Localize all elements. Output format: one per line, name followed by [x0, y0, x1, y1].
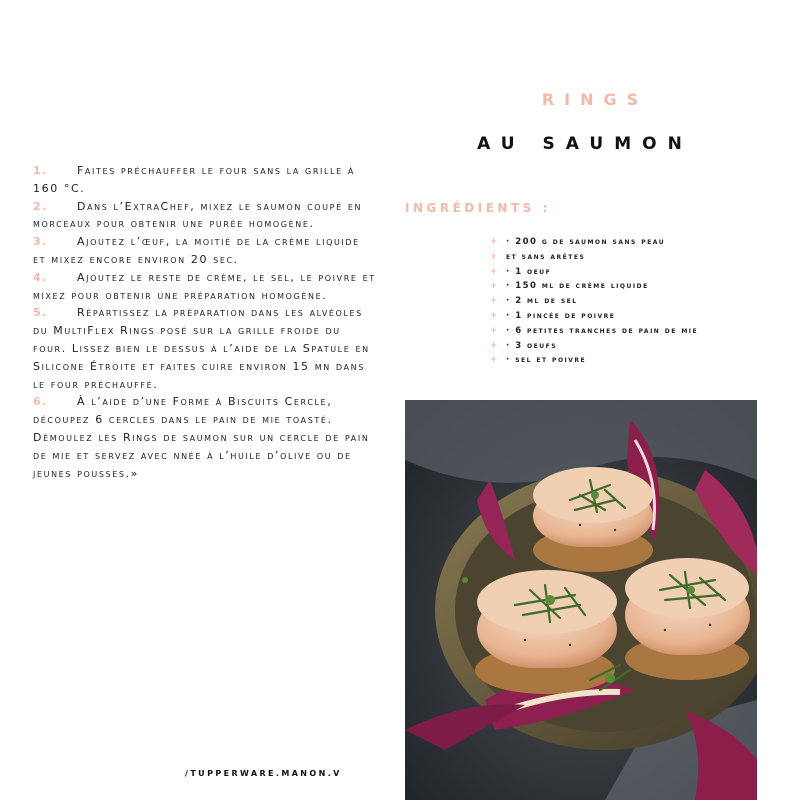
ingredient-text: · 200 g de saumon sans peau — [506, 237, 666, 247]
ingredient-text: · 2 ml de sel — [506, 296, 578, 307]
ingredient-text: · 1 pincée de poivre — [506, 310, 616, 321]
ingredient-item — [490, 235, 698, 250]
ingredients-heading: INGRÉDIENTS : — [405, 201, 551, 215]
ingredient-item — [490, 339, 698, 354]
recipe-step — [33, 304, 378, 393]
ingredient-text: · 1 oeuf — [506, 266, 552, 277]
plus-icon: + — [490, 237, 499, 247]
plus-icon: + — [490, 266, 499, 277]
ingredient-item — [490, 279, 698, 294]
instagram-credit: /TUPPERWARE.MANON.V — [185, 769, 342, 778]
step-number: 2. — [33, 199, 49, 213]
plus-icon: + — [490, 310, 499, 321]
plus-icon: + — [490, 355, 499, 366]
recipe-title-line2: AU SAUMON — [477, 134, 693, 154]
step-text: Répartissez la préparation dans les alvéoles du MultiFlex Rings posé sur la grille froide du four. Lissez bien le dessus à l’aide de la Spatule en Silicone Étroite et faites cuire environ 15 mn dans le four préchauffé. — [33, 306, 370, 391]
recipe-step — [33, 162, 378, 198]
ingredient-text: · 6 petites tranches de pain de mie — [506, 325, 699, 336]
recipe-step — [33, 198, 378, 234]
step-number: 5. — [33, 306, 49, 320]
step-text: À l’aide d’une Forme à Biscuits Cercle, découpez 6 cercles dans le pain de mie toasté. Démoulez les Rings de saumon sur un cercle de pain de mie et servez avec nnée à l’huile d’olive ou de jeunes pousses.» — [33, 395, 370, 480]
step-text: Ajoutez le reste de crème, le sel, le poivre et mixez pour obtenir une préparation homogène. — [33, 270, 376, 302]
ingredient-item — [490, 324, 698, 339]
step-number: 3. — [33, 235, 49, 249]
step-number: 4. — [33, 270, 49, 284]
ingredient-item — [490, 309, 698, 324]
ingredient-text: et sans arêtes — [506, 251, 586, 262]
step-number: 6. — [33, 395, 49, 409]
recipe-step — [33, 269, 378, 305]
plus-icon: + — [490, 340, 499, 351]
recipe-step — [33, 393, 378, 482]
ingredient-item — [490, 265, 698, 280]
ingredient-item — [490, 353, 698, 368]
plus-icon: + — [490, 251, 499, 262]
recipe-steps — [33, 162, 378, 482]
plus-icon: + — [490, 296, 499, 307]
ingredients-list — [490, 235, 698, 368]
salmon-rings-illustration — [405, 400, 757, 800]
ingredient-text: · 3 oeufs — [506, 340, 558, 351]
step-text: Ajoutez l’œuf, la moitié de la crème liquide et mixez encore environ 20 sec. — [33, 235, 360, 266]
recipe-step — [33, 233, 378, 269]
ingredient-item — [490, 250, 698, 265]
step-number: 1. — [33, 164, 49, 177]
recipe-title-line1: RINGS — [541, 90, 649, 109]
step-text: Dans l’ExtraChef, mixez le saumon coupé en morceaux pour obtenir une purée homogène. — [33, 199, 363, 231]
ingredient-text: · 150 ml de crème liquide — [506, 281, 649, 292]
ingredient-item — [490, 294, 698, 309]
ingredient-text: · sel et poivre — [506, 355, 587, 366]
plus-icon: + — [490, 281, 499, 292]
dish-photo — [405, 400, 757, 800]
plus-icon: + — [490, 325, 499, 336]
step-text: Faites préchauffer le four sans la grille à 160 °C. — [33, 164, 355, 195]
